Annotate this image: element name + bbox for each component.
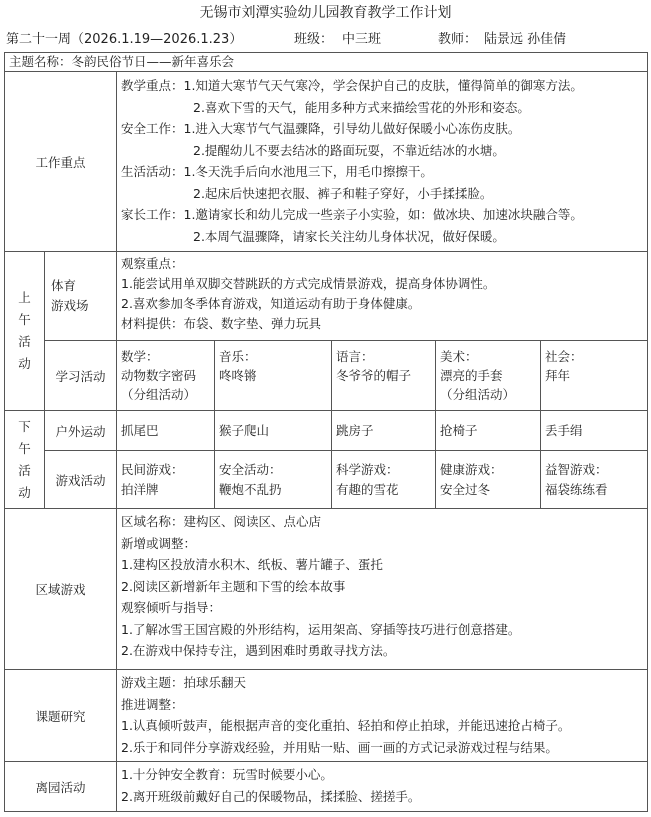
guidance-item-1: 1.了解冰雪王国宫殿的外形结构，运用架高、穿插等技巧进行创意搭建。 — [121, 621, 521, 637]
game-name: 拍洋牌 — [121, 481, 159, 497]
safety-work-2: 2.提醒幼儿不要去结冰的路面玩耍，不靠近结冰的水塘。 — [193, 142, 505, 158]
safety-work-1: 安全工作：1.进入大寒节气气温骤降，引导幼儿做好保暖小心冻伤皮肤。 — [121, 121, 521, 136]
leaving-content — [117, 762, 648, 812]
activity-name: 咚咚锵 — [219, 368, 257, 383]
learning-language — [332, 341, 436, 411]
class-value: 中三班 — [342, 32, 382, 47]
game-type: 科学游戏： — [336, 461, 399, 477]
learning-art — [436, 341, 541, 411]
activity-name: 冬爷爷的帽子 — [336, 368, 412, 383]
teacher-value: 陆景远 孙佳倩 — [484, 32, 567, 47]
life-activity-1: 生活活动：1.冬天洗手后向水池甩三下，用毛巾擦擦干。 — [121, 164, 433, 179]
game-name: 福袋练练看 — [545, 481, 608, 497]
morning-pe-row — [5, 252, 648, 341]
game-type: 益智游戏： — [545, 461, 608, 477]
outdoor-game: 跳房子 — [332, 411, 436, 451]
area-names: 区域名称：建构区、阅读区、点心店 — [121, 514, 322, 529]
pe-label-line: 游戏场 — [51, 298, 89, 313]
guidance-item-2: 2.在游戏中保持专注，遇到困难时勇敢寻找方法。 — [121, 643, 396, 658]
subject-label: 美术： — [440, 349, 478, 364]
adjust-heading: 新增或调整： — [121, 535, 197, 551]
outdoor-sports-label: 户外运动 — [45, 411, 117, 451]
leaving-item-1: 1.十分钟安全教育：玩雪时候要小心。 — [121, 767, 333, 782]
morning-learning-row — [5, 341, 648, 411]
work-focus-content — [117, 72, 648, 252]
document-title: 无锡市刘潭实验幼儿园教育教学工作计划 — [199, 5, 452, 21]
teaching-focus-1: 教学重点：1.知道大寒节气天气寒冷，学会保护自己的皮肤，懂得简单的御寒方法。 — [121, 78, 583, 93]
game-activity-label: 游戏活动 — [45, 451, 117, 509]
afternoon-activity-label — [5, 411, 45, 509]
game-name: 有趣的雪花 — [336, 481, 399, 497]
pe-goal-2: 2.喜欢参加冬季体育游戏，知道运动有助于身体健康。 — [121, 296, 421, 311]
work-focus-label: 工作重点 — [5, 72, 117, 252]
pe-game-content — [117, 252, 648, 341]
guidance-heading: 观察倾听与指导： — [121, 600, 222, 615]
research-row — [5, 670, 648, 762]
health-game — [436, 451, 541, 509]
research-theme: 游戏主题：拍球乐翻天 — [121, 675, 247, 690]
activity-note — [332, 385, 435, 404]
research-item-2: 2.乐于和同伴分享游戏经验，并用贴一贴、画一画的方式记录游戏过程与结果。 — [121, 739, 558, 755]
game-name: 安全过冬 — [440, 481, 491, 497]
week-range: 第二十一周（2026.1.19—2026.1.23） — [6, 32, 243, 47]
subject-label: 语言： — [336, 349, 374, 364]
afternoon-label-char: 动 — [18, 484, 31, 500]
observation-heading: 观察重点： — [121, 256, 184, 271]
adjust-item-1: 1.建构区投放清水积木、纸板、薯片罐子、蛋托 — [121, 557, 383, 572]
learning-activity-label: 学习活动 — [45, 341, 117, 411]
life-activity-2: 2.起床后快速把衣服、裤子和鞋子穿好，小手揉揉脸。 — [193, 185, 493, 201]
learning-math — [117, 341, 215, 411]
area-games-label: 区域游戏 — [5, 509, 117, 670]
area-games-row — [5, 509, 648, 670]
afternoon-label-char: 下 — [18, 418, 31, 434]
research-adjust-heading: 推进调整： — [121, 696, 184, 712]
outdoor-game: 抓尾巴 — [117, 411, 215, 451]
teacher-label: 教师： — [438, 32, 478, 47]
safety-game — [215, 451, 332, 509]
outdoor-game: 猴子爬山 — [215, 411, 332, 451]
activity-note: （分组活动） — [121, 387, 197, 402]
research-content — [117, 670, 648, 762]
game-type: 民间游戏： — [121, 461, 184, 477]
class-label: 班级： — [294, 32, 334, 47]
research-item-1: 1.认真倾听鼓声，能根据声音的变化重拍、轻拍和停止拍球，并能迅速抢占椅子。 — [121, 718, 571, 733]
morning-activity-label — [5, 252, 45, 411]
teaching-focus-2: 2.喜欢下雪的天气，能用多种方式来描绘雪花的外形和姿态。 — [193, 99, 530, 115]
area-games-content — [117, 509, 648, 670]
afternoon-label-char: 活 — [18, 462, 31, 478]
subject-label: 数学： — [121, 349, 159, 364]
afternoon-games-row — [5, 451, 648, 509]
afternoon-label-char: 午 — [18, 440, 31, 456]
activity-note — [215, 385, 331, 404]
pe-goal-1: 1.能尝试用单双脚交替跳跃的方式完成情景游戏，提高身体协调性。 — [121, 276, 496, 291]
plan-table — [4, 52, 648, 812]
document-subheader — [6, 30, 646, 50]
outdoor-game: 丢手绢 — [541, 411, 648, 451]
pe-materials: 材料提供：布袋、数字垫、弹力玩具 — [121, 316, 322, 331]
learning-social — [541, 341, 648, 411]
work-focus-row — [5, 72, 648, 252]
leaving-row — [5, 762, 648, 812]
afternoon-outdoor-row — [5, 411, 648, 451]
activity-name: 动物数字密码 — [121, 368, 197, 383]
morning-label-char: 动 — [18, 356, 31, 371]
pe-label-line: 体育 — [51, 278, 77, 293]
adjust-item-2: 2.阅读区新增新年主题和下雪的绘本故事 — [121, 578, 346, 594]
topic-name: 主题名称：冬韵民俗节日——新年喜乐会 — [5, 53, 648, 72]
research-label: 课题研究 — [5, 670, 117, 762]
game-type: 安全活动： — [219, 461, 282, 477]
outdoor-game: 抢椅子 — [436, 411, 541, 451]
activity-note — [541, 385, 647, 404]
leaving-item-2: 2.离开班级前戴好自己的保暖物品，揉揉脸、搓搓手。 — [121, 788, 421, 804]
subject-label: 社会： — [545, 349, 583, 364]
activity-name: 拜年 — [545, 368, 571, 383]
parent-work-2: 2.本周气温骤降，请家长关注幼儿身体状况，做好保暖。 — [193, 228, 505, 244]
puzzle-game — [541, 451, 648, 509]
parent-work-1: 家长工作：1.邀请家长和幼儿完成一些亲子小实验，如：做冰块、加速冰块融合等。 — [121, 207, 583, 222]
morning-label-char: 活 — [18, 334, 31, 349]
activity-name: 漂亮的手套 — [440, 368, 503, 383]
folk-game — [117, 451, 215, 509]
leaving-label: 离园活动 — [5, 762, 117, 812]
pe-game-label — [45, 252, 117, 341]
morning-label-char: 午 — [18, 312, 31, 327]
learning-music — [215, 341, 332, 411]
activity-note: （分组活动） — [440, 387, 516, 402]
science-game — [332, 451, 436, 509]
game-name: 鞭炮不乱扔 — [219, 481, 282, 497]
morning-label-char: 上 — [18, 290, 31, 305]
subject-label: 音乐： — [219, 349, 257, 364]
topic-row — [5, 53, 648, 72]
game-type: 健康游戏： — [440, 461, 503, 477]
